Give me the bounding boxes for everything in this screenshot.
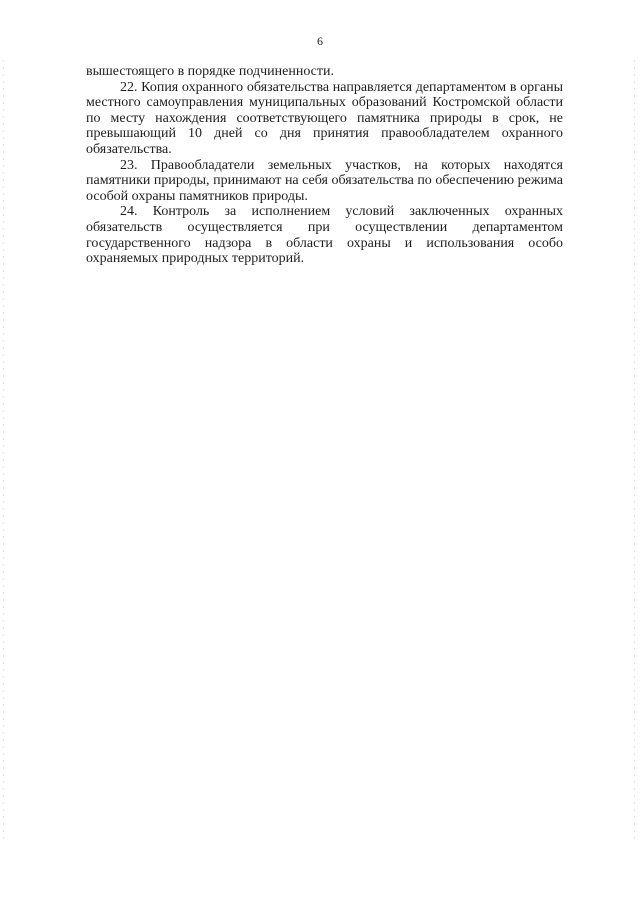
scan-edge-left [3,60,4,840]
paragraph-continuation: вышестоящего в порядке подчиненности. [86,64,335,79]
paragraph-24: 24. Контроль за исполнением условий заключенных охранных обязательств осуществляется при осуществлении департаментом государственного надзора в области охраны и использования особо охраняемых природных территорий. [86,204,563,267]
page-number: 6 [317,34,323,48]
paragraph-23: 23. Правообладатели земельных участков, на которых находятся памятники природы, принимают на себя обязательства по обеспечению режима особой охраны памятников природы. [86,157,563,204]
paragraph-22: 22. Копия охранного обязательства направляется департаментом в органы местного самоуправления муниципальных образований Костромской области по месту нахождения соответствующего памятника природы в срок, не превышающий 10 дней со дня принятия правообладателем охранного обязательства. [86,79,563,157]
scan-edge-right [634,60,635,840]
document-body [86,64,563,267]
